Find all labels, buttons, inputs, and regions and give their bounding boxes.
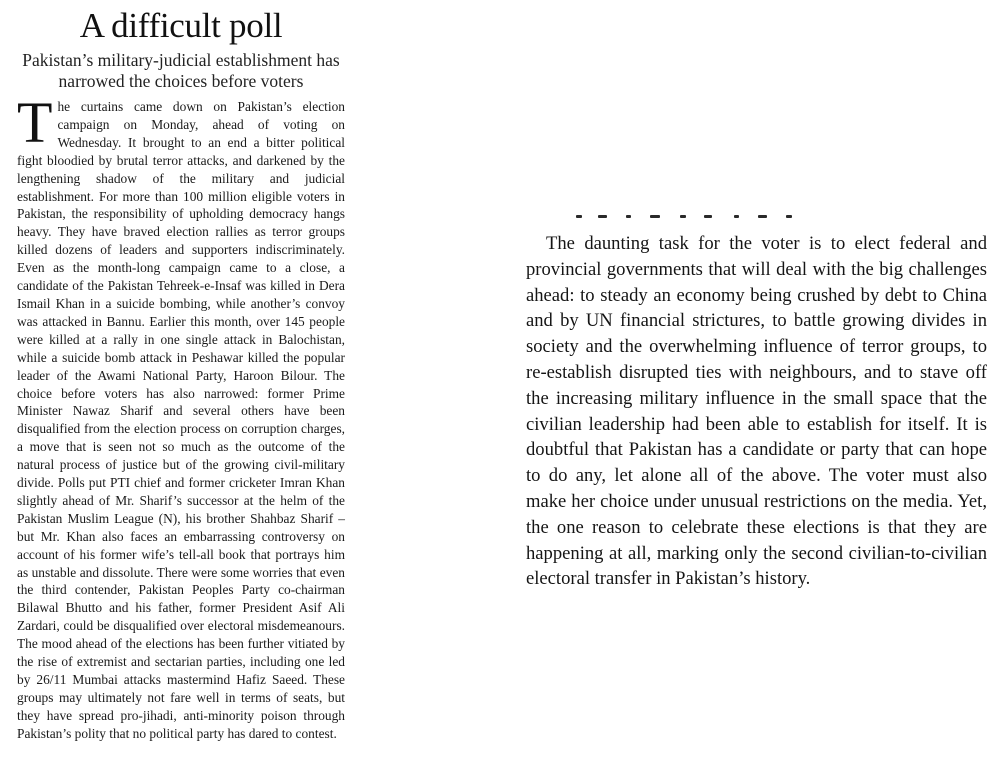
article-column-right bbox=[526, 231, 987, 592]
article-column-left bbox=[17, 6, 345, 743]
headline: A difficult poll bbox=[79, 6, 283, 45]
article-continuation: The daunting task for the voter is to elect federal and provincial governments that will deal with the big challenges ahead: to steady an economy being crushed by debt to China and by UN financial strictures, to battle growing divides in society and the overwhelming influence of terror groups, to re-establish disrupted ties with neighbours, and to stave off the increasing military influence in the small space that the civilian leadership had been able to establish for itself. It is doubtful that Pakistan has a candidate or party that can hope to do any, let alone all of the above. The voter must also make her choice under unusual restrictions on the media. Yet, the one reason to celebrate these elections is that they are happening at all, marking only the second civilian-to-civilian electoral transfer in Pakistan’s history. bbox=[526, 233, 987, 590]
article-body bbox=[17, 90, 345, 743]
subheadline: Pakistan’s military-judicial establishment has narrowed the choices before voters bbox=[22, 50, 340, 91]
cropped-text-fragment bbox=[546, 213, 846, 219]
article-body-text: he curtains came down on Pakistan’s election campaign on Monday, ahead of voting on Wednesday. It brought to an end a bitter political fight bloodied by brutal terror attacks, and darkened by the lengthening shadow of the military and judicial establishment. For more than 100 million eligible voters in Pakistan, the responsibility of upholding democracy hangs heavy. They have braved election rallies as terror groups killed dozens of leaders and supporters indiscriminately. Even as the month-long campaign came to a close, a candidate of the Pakistan Tehreek-e-Insaf was killed in Dera Ismail Khan in a suicide bombing, while another’s convoy was attacked in Bannu. Earlier this month, over 145 people were killed at a rally in one single attack in Balochistan, while a suicide bomb attack in Peshawar killed the popular leader of the Awami National Party, Haroon Bilour. The choice before voters has also narrowed: former Prime Minister Nawaz Sharif and several others have been disqualified from the election process on corruption charges, a move that is seen not so much as the outcome of the natural process of justice but of the growing civil-military divide. Polls put PTI chief and former cricketer Imran Khan slightly ahead of Mr. Sharif’s successor at the helm of the Pakistan Muslim League (N), his brother Shahbaz Sharif – but Mr. Khan also faces an embarrassing controversy on account of his former wife’s tell-all book that portrays him as unstable and dissolute. There were some worries that even the third contender, Pakistan Peoples Party co-chairman Bilawal Bhutto and his father, former President Asif Ali Zardari, could be disqualified over electoral misdemeanours. The mood ahead of the elections has been further vitiated by the rise of extremist and sectarian parties, including one led by 26/11 Mumbai attacks mastermind Hafiz Saeed. These groups may ultimately not fare well in terms of seats, but they have spread pro-jihadi, anti-minority poison through Pakistan’s polity that no political party has dared to contest. bbox=[17, 99, 345, 741]
drop-cap: T bbox=[17, 90, 53, 155]
